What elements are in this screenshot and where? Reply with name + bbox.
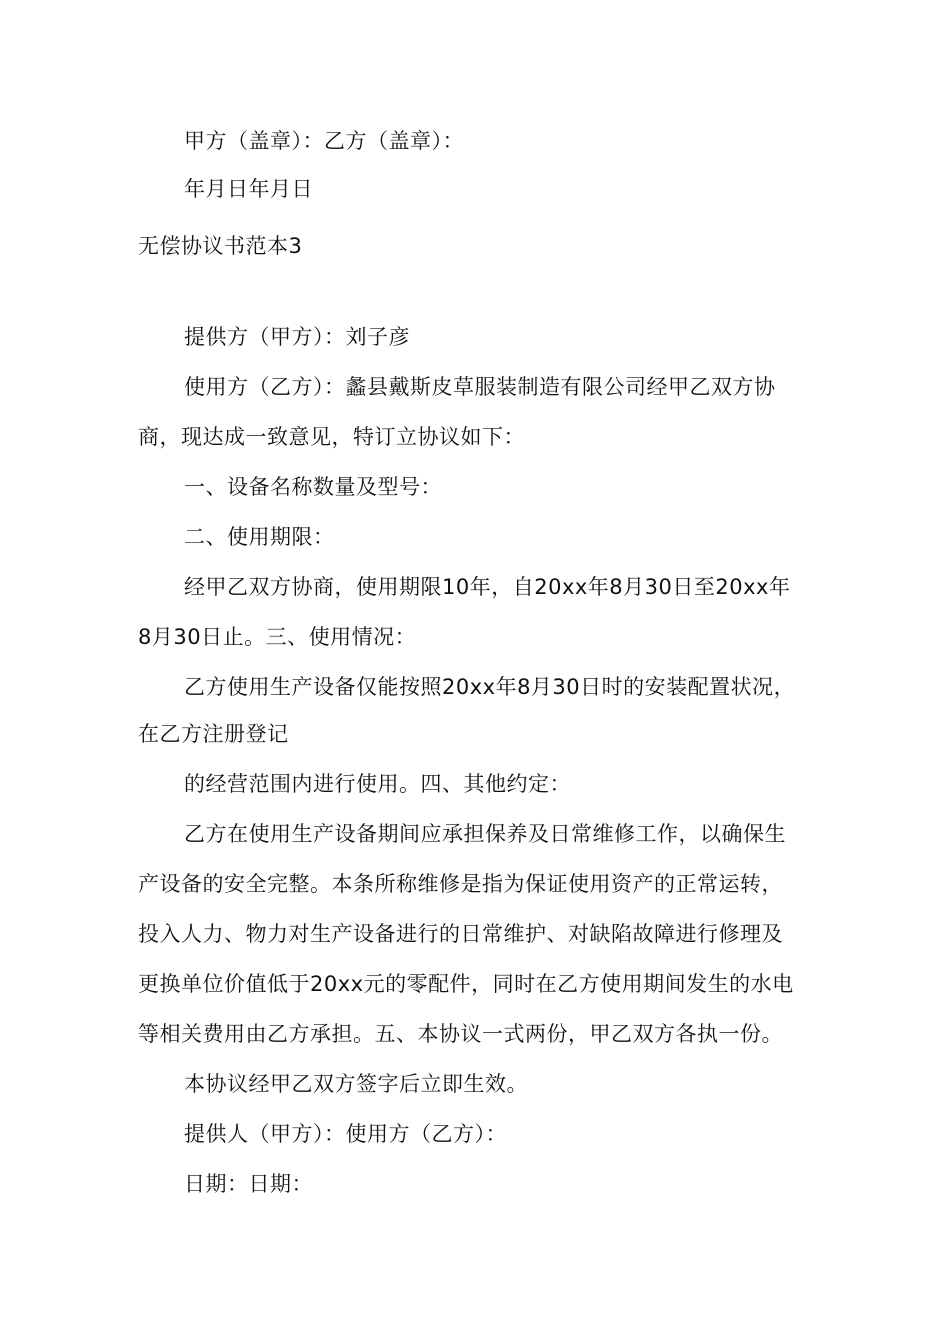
date-signature-line: 日期：日期： — [184, 1172, 313, 1196]
date-line: 年月日年月日 — [184, 177, 313, 201]
provider-line: 提供方（甲方）：刘子彦 — [184, 325, 410, 349]
user-line: 使用方（乙方）：蠡县戴斯皮草服装制造有限公司经甲乙双方协 — [184, 375, 776, 399]
clause-heading: 二、使用期限： — [184, 525, 335, 549]
paragraph-line: 8月30日止。三、使用情况： — [138, 625, 417, 649]
paragraph-line: 的经营范围内进行使用。四、其他约定： — [184, 772, 571, 796]
paragraph-line: 乙方使用生产设备仅能按照20xx年8月30日时的安装配置状况， — [184, 675, 796, 699]
paragraph-line: 商，现达成一致意见，特订立协议如下： — [138, 425, 525, 449]
paragraph-line: 在乙方注册登记 — [138, 722, 289, 746]
signature-stamp-line: 甲方（盖章）：乙方（盖章）： — [184, 129, 464, 153]
paragraph-line: 经甲乙双方协商，使用期限10年，自20xx年8月30日至20xx年 — [184, 575, 791, 599]
paragraph-line: 投入人力、物力对生产设备进行的日常维护、对缺陷故障进行修理及 — [138, 922, 783, 946]
paragraph-line: 产设备的安全完整。本条所称维修是指为保证使用资产的正常运转， — [138, 872, 783, 896]
section-title: 无偿协议书范本3 — [138, 234, 303, 258]
paragraph-line: 乙方在使用生产设备期间应承担保养及日常维修工作，以确保生 — [184, 822, 786, 846]
paragraph-line: 等相关费用由乙方承担。五、本协议一式两份，甲乙双方各执一份。 — [138, 1022, 783, 1046]
paragraph-line: 更换单位价值低于20xx元的零配件，同时在乙方使用期间发生的水电 — [138, 972, 794, 996]
clause-heading: 一、设备名称数量及型号： — [184, 475, 442, 499]
signatory-line: 提供人（甲方）：使用方（乙方）： — [184, 1122, 507, 1146]
effective-clause: 本协议经甲乙双方签字后立即生效。 — [184, 1072, 528, 1096]
